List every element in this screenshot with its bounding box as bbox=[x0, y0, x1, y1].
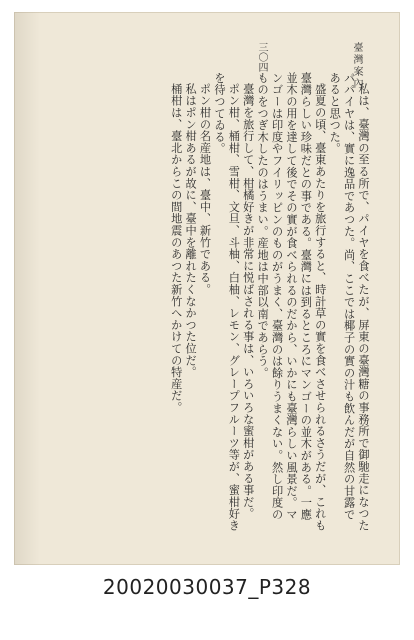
paragraph: 臺灣を旅行して、柑橘好きが非常に悦ばされる事は、いろいろな蜜柑がある事だ。 bbox=[241, 83, 255, 520]
running-title: 臺灣案內 bbox=[351, 42, 362, 90]
page-number: 三〇四 bbox=[256, 42, 267, 72]
book-page bbox=[14, 12, 400, 565]
body-text bbox=[120, 72, 370, 532]
paragraph: ポン柑の名産地は、臺中、新竹である。 bbox=[198, 83, 212, 296]
paragraph: 私はポン柑あるが故に、臺中を離れたくなかつた位だ。 bbox=[184, 83, 198, 379]
paragraph: 私は、臺灣の至る所で、パイヤを食べたが、屏東の臺灣糖の事務所で御馳走になつたパパイヤは、實に逸品であつた。尚、ここでは椰子の實の汁も飲んだが自然の甘露であると思つた。 bbox=[328, 72, 370, 532]
paragraph: 盛夏の頃、臺東あたりを旅行すると、時計草の實を食べさせられるさうだが、これも臺灣らしい珍味だとの事である。臺灣には到るところにマンゴーの並木がある。一應並木の用を達して後でその實が食べられるのだから、いかにも臺灣らしい風景だ。マンゴーは印度やフイリッピンのものがうまく、臺灣のは餘りうまくない。然し印度のものをつぎ木したのはうまい。産地は中部以南であらう。 bbox=[256, 72, 327, 532]
image-caption: 20020030037_P328 bbox=[102, 575, 312, 599]
paragraph: 桶柑は、臺北からこの間地震のあつた新竹へかけての特産だ。 bbox=[169, 83, 183, 414]
paragraph: ポン柑、桶柑、雪柑、文旦、斗柚、白柚、レモン、グレープフルーツ等が、蜜柑好きを待つてゐる。 bbox=[212, 72, 241, 532]
